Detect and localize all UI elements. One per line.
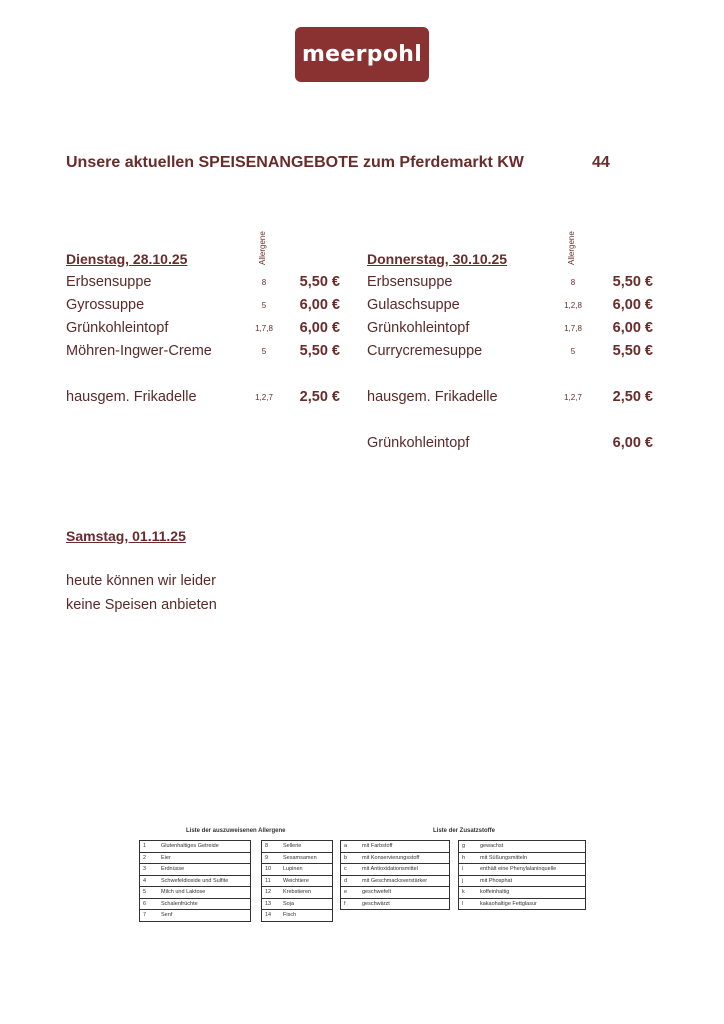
dish-price: 6,00 € <box>612 320 653 336</box>
dish-name: Currycremesuppe <box>367 343 483 359</box>
additive-legend-table-1 <box>340 840 450 910</box>
allergen-column-header: Allergene <box>258 231 267 265</box>
legend-value: Senf <box>158 910 251 922</box>
legend-key: h <box>459 852 478 864</box>
legend-row <box>262 887 333 899</box>
legend-value: mit Antioxidationsmittel <box>359 864 450 876</box>
legend-key: k <box>459 887 478 899</box>
dish-allergens: 8 <box>570 278 576 287</box>
page-headline: Unsere aktuellen SPEISENANGEBOTE zum Pferdemarkt KW <box>66 154 524 171</box>
legend-value: mit Süßungsmitteln <box>477 852 586 864</box>
legend-value: Sesamsamen <box>280 852 333 864</box>
legend-value: Erdnüsse <box>158 864 251 876</box>
dish-name: hausgem. Frikadelle <box>66 389 197 405</box>
legend-value: Krebstieren <box>280 887 333 899</box>
dish-allergens: 5 <box>261 301 267 310</box>
legend-key: d <box>341 875 360 887</box>
allergen-column-header: Allergene <box>567 231 576 265</box>
dish-name: Grünkohleintopf <box>66 320 169 336</box>
dish-allergens: 8 <box>261 278 267 287</box>
legend-row <box>140 898 251 910</box>
dish-allergens: 5 <box>261 347 267 356</box>
legend-row <box>262 841 333 853</box>
legend-value: mit Phosphat <box>477 875 586 887</box>
legend-value: mit Farbstoff <box>359 841 450 853</box>
legend-key: 2 <box>140 852 159 864</box>
legend-row <box>140 887 251 899</box>
legend-key: 4 <box>140 875 159 887</box>
legend-key: l <box>459 898 478 910</box>
legend-value: Weichtiere <box>280 875 333 887</box>
day-title-saturday: Samstag, 01.11.25 <box>66 528 186 544</box>
legend-row <box>459 852 586 864</box>
dish-price: 5,50 € <box>299 274 340 290</box>
legend-row <box>459 864 586 876</box>
legend-value: koffeinhaltig <box>477 887 586 899</box>
legend-key: 7 <box>140 910 159 922</box>
legend-row <box>262 898 333 910</box>
legend-row <box>262 864 333 876</box>
legend-key: 1 <box>140 841 159 853</box>
additive-legend-table-2 <box>458 840 586 910</box>
dish-allergens: 1,2,7 <box>255 393 273 402</box>
legend-value: enthält eine Phenylalaninquelle <box>477 864 586 876</box>
legend-value: Glutenhaltiges Getreide <box>158 841 251 853</box>
dish-name: hausgem. Frikadelle <box>367 389 498 405</box>
legend-row <box>341 864 450 876</box>
legend-row <box>140 910 251 922</box>
legend-key: 12 <box>262 887 281 899</box>
legend-key: g <box>459 841 478 853</box>
dish-allergens: 1,7,8 <box>564 324 582 333</box>
legend-value: mit Geschmacksverstärker <box>359 875 450 887</box>
dish-name: Erbsensuppe <box>367 274 453 290</box>
day-title-tuesday: Dienstag, 28.10.25 <box>66 251 188 267</box>
meerpohl-logo: meerpohl <box>295 27 429 82</box>
dish-name: Möhren-Ingwer-Creme <box>66 343 212 359</box>
additive-legend-title: Liste der Zusatzstoffe <box>433 828 496 834</box>
dish-price: 5,50 € <box>612 274 653 290</box>
dish-allergens: 5 <box>570 347 576 356</box>
legend-key: b <box>341 852 360 864</box>
legend-row <box>140 852 251 864</box>
legend-key: 14 <box>262 910 281 922</box>
dish-price: 2,50 € <box>612 389 653 405</box>
legend-value: kakaohaltige Fettglasur <box>477 898 586 910</box>
legend-key: 8 <box>262 841 281 853</box>
dish-price: 6,00 € <box>612 435 653 451</box>
legend-key: 5 <box>140 887 159 899</box>
legend-value: Lupinen <box>280 864 333 876</box>
legend-value: Milch und Laktose <box>158 887 251 899</box>
dish-price: 2,50 € <box>299 389 340 405</box>
saturday-note-line: keine Speisen anbieten <box>66 597 217 613</box>
legend-row <box>341 852 450 864</box>
legend-key: 13 <box>262 898 281 910</box>
legend-value: Schalenfrüchte <box>158 898 251 910</box>
calendar-week-number: 44 <box>592 154 610 171</box>
legend-row <box>341 875 450 887</box>
dish-price: 6,00 € <box>612 297 653 313</box>
day-title-thursday: Donnerstag, 30.10.25 <box>367 251 508 267</box>
legend-row <box>459 841 586 853</box>
legend-key: i <box>459 864 478 876</box>
dish-allergens: 1,2,7 <box>564 393 582 402</box>
legend-key: c <box>341 864 360 876</box>
dish-name: Gulaschsuppe <box>367 297 460 313</box>
legend-value: Soja <box>280 898 333 910</box>
dish-name: Grünkohleintopf <box>367 320 470 336</box>
legend-value: mit Konservierungsstoff <box>359 852 450 864</box>
saturday-note-line: heute können wir leider <box>66 573 216 589</box>
dish-price: 6,00 € <box>299 320 340 336</box>
legend-value: Fisch <box>280 910 333 922</box>
legend-row <box>341 887 450 899</box>
legend-row <box>262 852 333 864</box>
dish-allergens: 1,7,8 <box>255 324 273 333</box>
legend-value: Sellerie <box>280 841 333 853</box>
legend-row <box>262 910 333 922</box>
legend-row <box>459 898 586 910</box>
legend-value: Schwefeldioxide und Sulfite <box>158 875 251 887</box>
legend-row <box>140 864 251 876</box>
legend-key: e <box>341 887 360 899</box>
allergen-legend-title: Liste der auszuweisenen Allergene <box>186 828 286 834</box>
dish-price: 6,00 € <box>299 297 340 313</box>
legend-row <box>341 898 450 910</box>
legend-value: geschwefelt <box>359 887 450 899</box>
legend-value: gewachst <box>477 841 586 853</box>
dish-name: Erbsensuppe <box>66 274 152 290</box>
legend-key: a <box>341 841 360 853</box>
legend-key: f <box>341 898 360 910</box>
legend-value: geschwärzt <box>359 898 450 910</box>
dish-allergens: 1,2,8 <box>564 301 582 310</box>
legend-row <box>140 841 251 853</box>
dish-name: Grünkohleintopf <box>367 435 470 451</box>
legend-key: 6 <box>140 898 159 910</box>
legend-key: 9 <box>262 852 281 864</box>
legend-row <box>262 875 333 887</box>
legend-row <box>459 875 586 887</box>
legend-row <box>459 887 586 899</box>
legend-row <box>140 875 251 887</box>
dish-price: 5,50 € <box>299 343 340 359</box>
allergen-legend-table-2 <box>261 840 333 922</box>
dish-name: Gyrossuppe <box>66 297 145 313</box>
legend-value: Eier <box>158 852 251 864</box>
dish-price: 5,50 € <box>612 343 653 359</box>
legend-key: 10 <box>262 864 281 876</box>
legend-key: 3 <box>140 864 159 876</box>
legend-row <box>341 841 450 853</box>
legend-key: 11 <box>262 875 281 887</box>
legend-key: j <box>459 875 478 887</box>
allergen-legend-table-1 <box>139 840 251 922</box>
